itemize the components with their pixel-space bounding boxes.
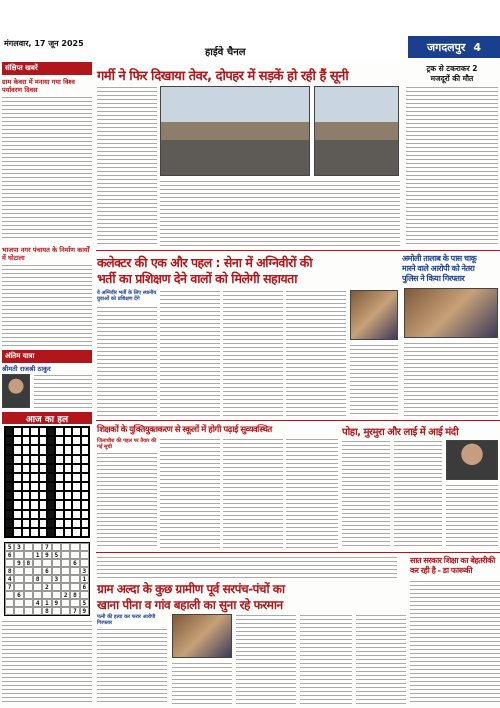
sudoku-cell: 4	[5, 575, 14, 583]
issue-date: मंगलवार, 17 जून 2025	[4, 39, 84, 48]
sudoku-cell	[24, 599, 33, 607]
sudoku-cell: 6	[80, 583, 89, 591]
crossword-cell	[22, 491, 30, 500]
brief-item-1-body	[2, 96, 92, 240]
crossword-cell	[47, 510, 55, 519]
street-photo-2	[314, 86, 399, 176]
crossword-cell	[39, 427, 47, 436]
sudoku-cell	[33, 567, 42, 575]
crossword-cell	[22, 427, 30, 436]
crossword-cell	[22, 436, 30, 445]
sudoku-cell: 7	[42, 543, 51, 551]
crossword-cell	[47, 473, 55, 482]
sudoku-cell	[42, 559, 51, 567]
bottom-col2	[172, 662, 232, 704]
sudoku-cell	[70, 575, 79, 583]
top-headline: गर्मी ने फिर दिखाया तेवर, दोपहर में सड़कें हो रही हैं सूनी	[97, 69, 349, 84]
sudoku-cell	[33, 583, 42, 591]
truck-headline-1: ट्रक से टकराकर 2	[426, 64, 478, 73]
crossword-cell	[39, 519, 47, 528]
crossword-cell	[55, 436, 63, 445]
sudoku-cell: 9	[42, 551, 51, 559]
sudoku-cell	[14, 599, 23, 607]
sudoku-cell: 6	[70, 559, 79, 567]
crossword-cell	[55, 500, 63, 509]
crossword-cell	[72, 455, 80, 464]
sudoku-cell: 5	[5, 543, 14, 551]
crossword-cell	[81, 464, 89, 473]
crossword-cell	[64, 510, 72, 519]
sudoku-cell: 6	[5, 551, 14, 559]
sudoku-cell: 3	[52, 575, 61, 583]
sudoku-cell	[24, 551, 33, 559]
crossword-cell	[30, 510, 38, 519]
sudoku-cell: 8	[24, 559, 33, 567]
poha-col3	[446, 484, 498, 548]
sudoku-cell	[61, 607, 70, 615]
crossword-cell	[55, 519, 63, 528]
teachers-headline: शिक्षकों के युक्तियुक्तकरण से स्कूलों में होगी पढ़ाई सुव्यवस्थित	[97, 425, 272, 435]
crossword-cell	[39, 482, 47, 491]
agniveer-subhead: वे अग्निवीर भर्ती के लिए स्थानीय युवाओं को प्रशिक्षण देंगे	[97, 290, 157, 302]
crossword-cell	[13, 464, 21, 473]
sudoku-cell	[24, 567, 33, 575]
crossword-cell	[39, 464, 47, 473]
sudoku-cell: 6	[14, 591, 23, 599]
crossword-cell	[13, 427, 21, 436]
crossword-cell	[5, 528, 13, 537]
sudoku-cell	[70, 583, 79, 591]
crossword-cell	[64, 528, 72, 537]
crossword-cell	[55, 510, 63, 519]
middle-headline-line-2: भर्ती का प्रशिक्षण देने वालों को मिलेगी सहायता	[97, 271, 298, 286]
truck-story-body	[406, 86, 498, 246]
sudoku-cell	[61, 575, 70, 583]
crossword-cell	[64, 427, 72, 436]
city-banner	[408, 36, 500, 58]
crossword-cell	[72, 464, 80, 473]
crossword-cell	[81, 436, 89, 445]
crossword-cell	[55, 491, 63, 500]
crossword-cell	[39, 436, 47, 445]
crossword-cell	[39, 491, 47, 500]
amoli-headline-3: पुलिस ने किया गिरफ्तार	[402, 274, 465, 283]
crossword-cell	[72, 436, 80, 445]
sudoku-grid	[4, 542, 90, 616]
crossword-cell	[39, 510, 47, 519]
sudoku-cell: 1	[80, 575, 89, 583]
crossword-cell	[30, 436, 38, 445]
agniveer-col2	[160, 290, 220, 416]
crossword-cell	[22, 528, 30, 537]
sudoku-cell	[5, 591, 14, 599]
top-story-body	[160, 180, 400, 246]
tribute-body	[34, 374, 92, 408]
crossword-cell	[22, 482, 30, 491]
crossword-cell	[5, 455, 13, 464]
crossword-cell	[13, 482, 21, 491]
crossword-cell	[30, 445, 38, 454]
crossword-cell	[81, 427, 89, 436]
crossword-cell	[55, 427, 63, 436]
crossword-cell	[81, 500, 89, 509]
sudoku-cell	[52, 591, 61, 599]
page-number: 4	[473, 40, 482, 54]
crossword-cell	[47, 464, 55, 473]
sudoku-cell: 9	[52, 599, 61, 607]
bottom-col1	[97, 628, 167, 704]
agniveer-col3	[223, 290, 283, 416]
sudoku-cell: 6	[42, 567, 51, 575]
divider-1	[96, 250, 500, 251]
sudoku-cell: 5	[80, 599, 89, 607]
amoli-headline-1: अमोली तालाब के पास चाकू	[402, 254, 477, 263]
sudoku-cell	[24, 591, 33, 599]
sudoku-cell: 8	[42, 607, 51, 615]
crossword-cell	[72, 519, 80, 528]
sudoku-cell	[14, 575, 23, 583]
sudoku-cell: 1	[42, 599, 51, 607]
crossword-cell	[30, 427, 38, 436]
crossword-cell	[64, 455, 72, 464]
crossword-cell	[39, 528, 47, 537]
crossword-cell	[55, 528, 63, 537]
sudoku-cell	[14, 607, 23, 615]
crossword-cell	[13, 436, 21, 445]
crossword-cell	[47, 491, 55, 500]
bottom-intro-text	[97, 556, 397, 580]
sudoku-cell	[52, 583, 61, 591]
crossword-cell	[39, 473, 47, 482]
teachers-subhead: जिलाधीश की पहल पर तैयार की गई सूची	[97, 438, 157, 450]
crossword-cell	[81, 482, 89, 491]
crossword-cell	[30, 482, 38, 491]
left-bottom-news	[2, 620, 92, 704]
crossword-cell	[72, 491, 80, 500]
sudoku-cell	[80, 543, 89, 551]
poha-col2	[394, 440, 442, 548]
sudoku-cell	[70, 543, 79, 551]
bottom-col4	[300, 614, 352, 704]
sudoku-cell: 8	[70, 591, 79, 599]
crossword-cell	[22, 500, 30, 509]
crossword-cell	[64, 491, 72, 500]
crossword-cell	[81, 473, 89, 482]
teachers-col2	[160, 438, 220, 548]
agniveer-col4	[286, 290, 346, 416]
middle-headline-line-1: कलेक्टर की एक और पहल : सेना में अग्निवीरों की	[97, 255, 313, 270]
divider-3	[96, 552, 500, 553]
sudoku-cell	[52, 567, 61, 575]
sudoku-cell	[14, 551, 23, 559]
section-title: हाईवे चैनल	[205, 47, 246, 58]
sudoku-cell	[70, 551, 79, 559]
crossword-cell	[72, 528, 80, 537]
masthead	[0, 0, 500, 60]
crossword-cell	[30, 473, 38, 482]
saakshar-headline-2: कर रही है - डा फारूकी	[410, 566, 473, 575]
street-photo	[160, 86, 310, 176]
sudoku-cell: 3	[80, 567, 89, 575]
sudoku-cell	[33, 607, 42, 615]
sudoku-cell: 5	[52, 551, 61, 559]
amoli-story-body	[404, 342, 498, 416]
sudoku-cell	[24, 575, 33, 583]
truck-headline-2: मजदूरों की मौत	[430, 74, 474, 83]
crossword-cell	[13, 491, 21, 500]
crossword-cell	[13, 519, 21, 528]
crossword-cell	[39, 500, 47, 509]
sudoku-cell	[24, 607, 33, 615]
brief-news-title: संक्षिप्त खबरें	[2, 62, 92, 75]
crossword-cell	[55, 464, 63, 473]
tribute-photo	[2, 374, 30, 408]
sudoku-cell	[61, 551, 70, 559]
crossword-cell	[30, 500, 38, 509]
sudoku-cell	[14, 583, 23, 591]
sudoku-cell	[42, 575, 51, 583]
sudoku-cell	[14, 567, 23, 575]
crossword-cell	[22, 445, 30, 454]
crossword-cell	[22, 519, 30, 528]
sudoku-cell	[33, 559, 42, 567]
crossword-cell	[47, 445, 55, 454]
poha-col1	[342, 440, 390, 548]
sudoku-cell	[5, 559, 14, 567]
crossword-cell	[30, 491, 38, 500]
sudoku-cell	[33, 543, 42, 551]
agniveer-photo	[350, 290, 398, 340]
crossword-cell	[81, 491, 89, 500]
bottom-photo-1	[172, 614, 232, 658]
crossword-cell	[55, 473, 63, 482]
sudoku-cell	[24, 583, 33, 591]
tribute-title: अंतिम यात्रा	[2, 350, 92, 363]
crossword-cell	[64, 500, 72, 509]
crossword-grid	[4, 426, 90, 538]
sudoku-cell	[61, 599, 70, 607]
teachers-col1	[97, 452, 157, 548]
crossword-cell	[81, 519, 89, 528]
sudoku-cell: 7	[5, 583, 14, 591]
crossword-title: आज का हल	[2, 412, 92, 424]
sudoku-cell	[61, 559, 70, 567]
crossword-cell	[64, 464, 72, 473]
tribute-name: श्रीमती राजश्री ठाकुर	[2, 365, 51, 373]
crossword-cell	[13, 445, 21, 454]
crossword-cell	[5, 473, 13, 482]
brief-item-2-body	[2, 264, 92, 346]
sudoku-cell	[52, 559, 61, 567]
crossword-cell	[47, 427, 55, 436]
agniveer-col1	[97, 306, 157, 416]
crossword-cell	[47, 482, 55, 491]
teachers-col4	[286, 438, 338, 548]
crossword-cell	[5, 500, 13, 509]
sudoku-cell	[61, 583, 70, 591]
crossword-cell	[13, 500, 21, 509]
sudoku-cell	[33, 591, 42, 599]
sudoku-cell	[52, 607, 61, 615]
crossword-cell	[47, 500, 55, 509]
sudoku-cell: 2	[61, 591, 70, 599]
bottom-col5	[356, 614, 406, 704]
saakshar-story-body	[410, 580, 500, 704]
crossword-cell	[64, 519, 72, 528]
crossword-cell	[30, 528, 38, 537]
crossword-cell	[64, 445, 72, 454]
crossword-cell	[22, 464, 30, 473]
brief-item-2-title: भाजपा नगर पंचायत के निर्माण कार्यों में घोटाला	[2, 246, 90, 262]
sudoku-cell: 2	[42, 583, 51, 591]
poha-photo	[446, 440, 498, 480]
sudoku-cell	[70, 599, 79, 607]
sudoku-cell	[80, 551, 89, 559]
sudoku-cell	[80, 591, 89, 599]
bottom-col3	[236, 614, 296, 704]
crossword-cell	[64, 473, 72, 482]
sudoku-cell	[52, 543, 61, 551]
crossword-cell	[72, 510, 80, 519]
sudoku-cell: 7	[70, 607, 79, 615]
amoli-headline-2: मारने वाले आरोपी को नेतरा	[402, 264, 475, 273]
sudoku-cell: 4	[33, 599, 42, 607]
sudoku-cell	[80, 559, 89, 567]
crossword-cell	[72, 445, 80, 454]
crossword-cell	[30, 455, 38, 464]
sudoku-cell: 8	[5, 567, 14, 575]
sudoku-cell	[70, 567, 79, 575]
sudoku-cell	[42, 591, 51, 599]
crossword-cell	[47, 436, 55, 445]
ganja-subhead: पत्नी की हत्या कर फरार आरोपी गिरफ्तार	[97, 614, 156, 626]
sudoku-cell	[61, 567, 70, 575]
crossword-cell	[64, 482, 72, 491]
crossword-cell	[22, 473, 30, 482]
brief-item-1-title: ग्राम केवरा में मनाया गया विश्व पर्यावरण दिवस	[2, 78, 75, 94]
crossword-cell	[47, 455, 55, 464]
saakshar-headline-1: सात सरकार शिक्षा का बेहतरीकी	[410, 556, 495, 565]
crossword-cell	[5, 510, 13, 519]
crossword-cell	[55, 455, 63, 464]
bottom-headline-line-2: खाना पीना व गांव बहाली का सुना रहे फरमान	[97, 598, 283, 612]
crossword-cell	[47, 519, 55, 528]
sudoku-cell: 9	[80, 607, 89, 615]
crossword-cell	[55, 445, 63, 454]
sudoku-cell: 9	[14, 559, 23, 567]
crossword-cell	[72, 473, 80, 482]
crossword-cell	[30, 519, 38, 528]
sudoku-cell: 1	[33, 551, 42, 559]
crossword-cell	[47, 528, 55, 537]
bottom-headline-line-1: ग्राम अल्दा के कुछ ग्रामीण पूर्व सरपंच-पंचों का	[97, 582, 285, 596]
crossword-cell	[55, 482, 63, 491]
crossword-cell	[22, 455, 30, 464]
crossword-cell	[81, 455, 89, 464]
amoli-photo	[404, 288, 498, 338]
sudoku-cell: 3	[14, 543, 23, 551]
crossword-cell	[72, 427, 80, 436]
crossword-cell	[39, 445, 47, 454]
crossword-cell	[5, 491, 13, 500]
teachers-col3	[223, 438, 283, 548]
crossword-cell	[72, 500, 80, 509]
crossword-cell	[5, 519, 13, 528]
sudoku-cell	[24, 543, 33, 551]
crossword-cell	[64, 436, 72, 445]
crossword-cell	[5, 464, 13, 473]
divider-2	[96, 420, 500, 421]
top-story-col1	[97, 86, 157, 246]
crossword-cell	[5, 445, 13, 454]
sudoku-cell	[61, 543, 70, 551]
agniveer-col5	[350, 344, 398, 416]
city-name: जगदलपुर	[426, 40, 466, 54]
crossword-cell	[5, 427, 13, 436]
crossword-cell	[30, 464, 38, 473]
crossword-cell	[13, 455, 21, 464]
crossword-cell	[81, 510, 89, 519]
crossword-cell	[39, 455, 47, 464]
crossword-cell	[13, 473, 21, 482]
sudoku-cell	[5, 599, 14, 607]
crossword-cell	[13, 510, 21, 519]
crossword-cell	[72, 482, 80, 491]
crossword-cell	[22, 510, 30, 519]
crossword-cell	[81, 528, 89, 537]
crossword-cell	[5, 482, 13, 491]
crossword-cell	[13, 528, 21, 537]
crossword-cell	[5, 436, 13, 445]
sudoku-cell	[5, 607, 14, 615]
poha-headline: पोहा, मुरमुरा और लाई में आई मंदी	[342, 427, 459, 438]
crossword-cell	[81, 445, 89, 454]
sudoku-cell: 8	[33, 575, 42, 583]
